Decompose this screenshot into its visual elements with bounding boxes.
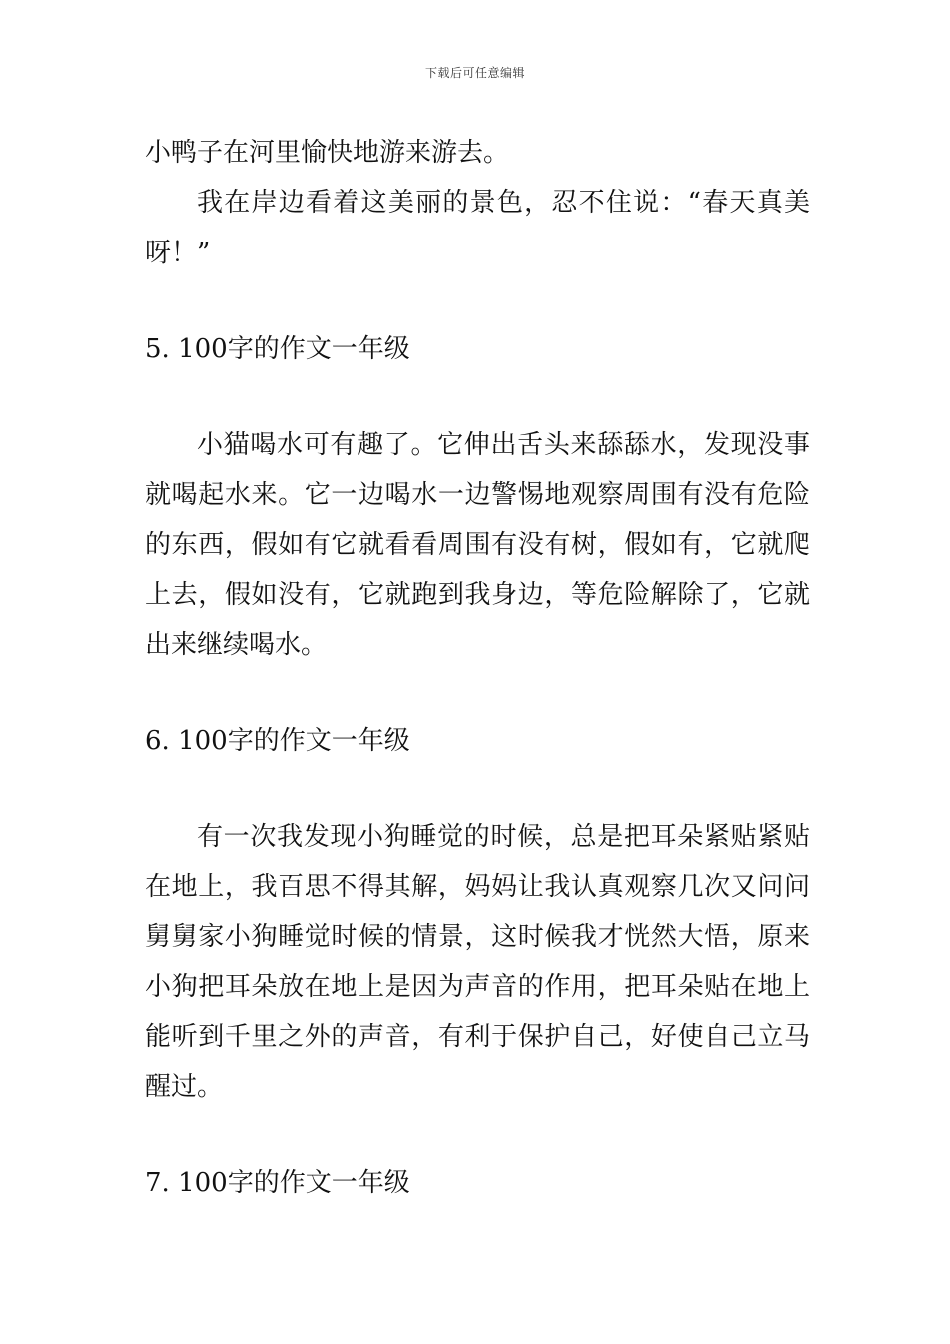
section-heading-7: 7. 100字的作文一年级 [145, 1168, 410, 1198]
page-header: 下载后可任意编辑 [424, 66, 525, 80]
paragraph-dog: 有一次我发现小狗睡觉的时候，总是把耳朵紧贴紧贴在地上，我百思不得其解，妈妈让我认真观察几次又问问舅舅家小狗睡觉时候的情景，这时候我才恍然大悟，原来小狗把耳朵放在地上是因为声音的作用，把耳朵贴在地上能听到千里之外的声音，有利于保护自己，好使自己立马醒过。 [145, 822, 810, 1102]
paragraph-cat: 小猫喝水可有趣了。它伸出舌头来舔舔水，发现没事就喝起水来。它一边喝水一边警惕地观察周围有没有危险的东西，假如有它就看看周围有没有树，假如有，它就爬上去，假如没有，它就跑到我身边，等危险解除了，它就出来继续喝水。 [145, 430, 810, 660]
section-heading-6: 6. 100字的作文一年级 [145, 726, 410, 756]
document-body [145, 128, 810, 1208]
section-heading-5: 5. 100字的作文一年级 [145, 334, 410, 364]
paragraph-spring: 我在岸边看着这美丽的景色，忍不住说：“春天真美呀！” [145, 188, 810, 268]
paragraph-ducks: 小鸭子在河里愉快地游来游去。 [145, 138, 510, 168]
